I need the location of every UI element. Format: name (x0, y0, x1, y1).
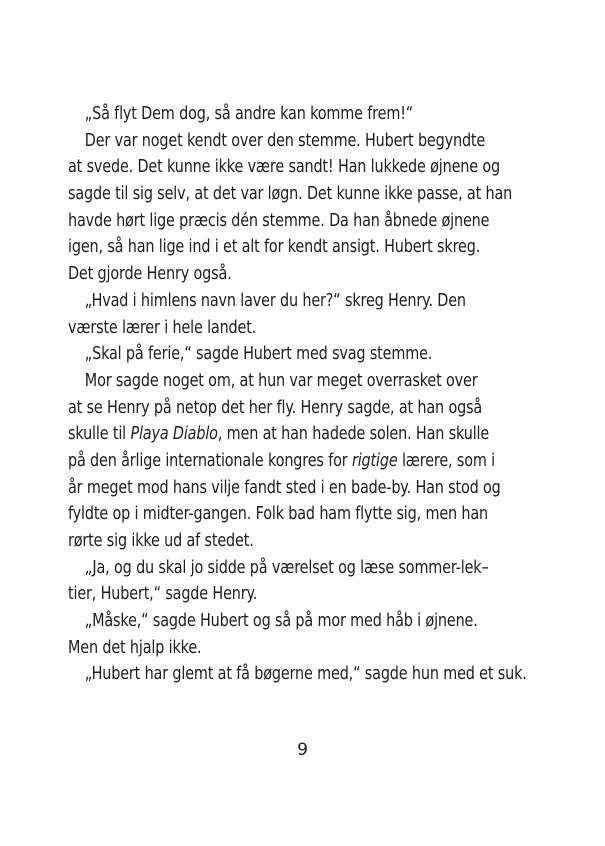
text-line (68, 501, 527, 528)
text-segment: Der var noget kendt over den stemme. Hubert begyndte (84, 129, 486, 151)
text-line (68, 261, 527, 288)
text-segment: „Hvad i himlens navn laver du her?“ skreg Henry. Den (84, 289, 466, 311)
text-segment: „Hubert har glemt at få bøgerne med,“ sagde hun med et suk. (84, 663, 527, 685)
text-lines (68, 101, 527, 688)
text-line (68, 635, 527, 662)
text-segment: år meget mod hans vilje fandt sted i en bade-by. Han stod og (68, 476, 501, 498)
text-line (68, 555, 527, 582)
text-segment: sagde til sig selv, at det var løgn. Det kunne ikke passe, at han (68, 183, 513, 205)
text-line (68, 315, 527, 342)
italic-text-segment: rigtige (351, 449, 398, 471)
text-line (68, 581, 527, 608)
text-segment: værste lærer i hele landet. (68, 316, 257, 338)
text-line (68, 208, 527, 235)
text-line (68, 181, 527, 208)
text-line (68, 101, 527, 128)
text-segment: rørte sig ikke ud af stedet. (68, 530, 254, 551)
text-line (68, 475, 527, 502)
text-segment: „Ja, og du skal jo sidde på værelset og læse sommer-lek– (84, 556, 489, 578)
italic-text-segment: Playa Diablo (130, 423, 218, 445)
text-segment: , men at han hadede solen. Han skulle (217, 423, 490, 445)
text-line (68, 128, 527, 155)
text-line (68, 234, 527, 261)
text-line (68, 448, 527, 475)
text-segment: at svede. Det kunne ikke være sandt! Han lukkede øjnene og (68, 156, 500, 178)
text-segment: at se Henry på netop det her fly. Henry sagde, at han også (68, 396, 483, 418)
text-line (68, 608, 527, 635)
text-segment: fyldte op i midter-gangen. Folk bad ham flytte sig, men han (68, 503, 488, 525)
text-segment: tier, Hubert,“ sagde Henry. (68, 583, 258, 605)
text-segment: lærere, som i (397, 449, 496, 471)
text-segment: skulle til (68, 423, 131, 445)
text-line (68, 661, 527, 688)
text-line (68, 341, 527, 368)
text-segment: „Skal på ferie,“ sagde Hubert med svag stemme. (84, 343, 433, 365)
text-segment: havde hørt lige præcis dén stemme. Da han åbnede øjnene (68, 209, 490, 231)
text-segment: på den årlige internationale kongres for (68, 449, 352, 471)
text-segment: „Måske,“ sagde Hubert og så på mor med håb i øjnene. (84, 610, 478, 632)
text-line (68, 528, 527, 555)
page-number: 9 (297, 740, 308, 760)
text-segment: Mor sagde noget om, at hun var meget overrasket over (84, 369, 478, 391)
text-segment: igen, så han lige ind i et alt for kendt ansigt. Hubert skreg. (68, 236, 481, 258)
text-line (68, 154, 527, 181)
text-line (68, 288, 527, 315)
text-segment: „Så flyt Dem dog, så andre kan komme frem!“ (84, 103, 414, 124)
text-line (68, 368, 527, 395)
text-line (68, 421, 527, 448)
text-segment: Men det hjalp ikke. (68, 636, 202, 658)
text-line (68, 395, 527, 422)
text-segment: Det gjorde Henry også. (68, 263, 232, 285)
